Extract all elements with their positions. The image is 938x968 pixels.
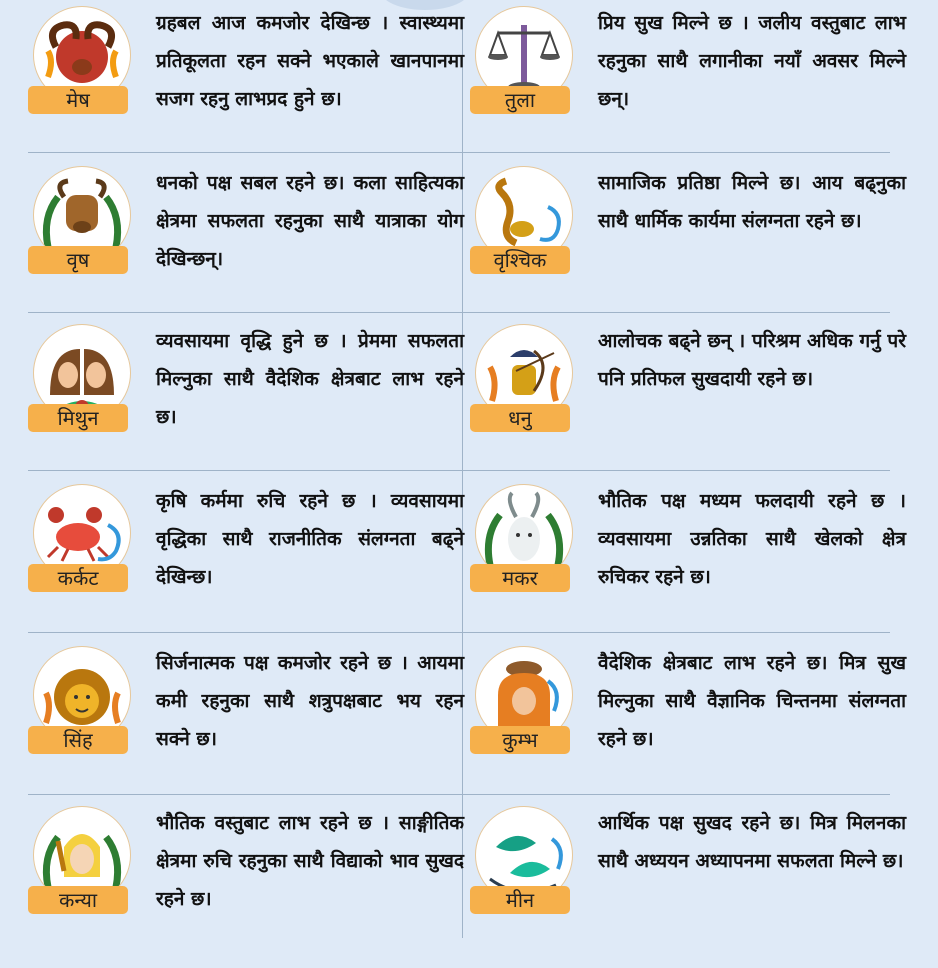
sign-prediction: ग्रहबल आज कमजोर देखिन्छ । स्वास्थ्यमा प्रतिकूलता रहन सक्ने भएकाले खानपानमा सजग रहनु लाभप्रद हुने छ। xyxy=(156,12,464,110)
sign-name: मीन xyxy=(470,886,570,914)
sign-prediction: आर्थिक पक्ष सुखद रहने छ। मित्र मिलनका साथै अध्ययन अध्यापनमा सफलता मिल्ने छ। xyxy=(598,812,906,872)
sign-card-meen xyxy=(470,800,910,958)
sign-card-karkat xyxy=(28,478,468,636)
sign-name: कर्कट xyxy=(28,564,128,592)
sign-name: मेष xyxy=(28,86,128,114)
sign-name: मकर xyxy=(470,564,570,592)
sign-card-tula xyxy=(470,0,910,158)
sign-card-kanya xyxy=(28,800,468,958)
sign-card-mithun xyxy=(28,318,468,476)
sign-prediction: भौतिक पक्ष मध्यम फलदायी रहने छ । व्यवसायमा उन्नतिका साथै खेलको क्षेत्र रुचिकर रहने छ। xyxy=(598,490,906,588)
sign-name: वृष xyxy=(28,246,128,274)
sign-card-vrishchik xyxy=(470,160,910,318)
sign-prediction: सिर्जनात्मक पक्ष कमजोर रहने छ । आयमा कमी रहनुका साथै शत्रुपक्षबाट भय रहन सक्ने छ। xyxy=(156,652,464,750)
sign-name: सिंह xyxy=(28,726,128,754)
sign-prediction: धनको पक्ष सबल रहने छ। कला साहित्यका क्षेत्रमा सफलता रहनुका साथै यात्राका योग देखिन्छन्। xyxy=(156,172,464,270)
sign-card-makar xyxy=(470,478,910,636)
sign-prediction: व्यवसायमा वृद्धि हुने छ । प्रेममा सफलता मिल्नुका साथै वैदेशिक क्षेत्रबाट लाभ रहने छ। xyxy=(156,330,464,428)
sign-card-kumbha xyxy=(470,640,910,798)
sign-prediction: वैदेशिक क्षेत्रबाट लाभ रहने छ। मित्र सुख मिल्नुका साथै वैज्ञानिक चिन्तनमा संलग्नता रहने छ। xyxy=(598,652,906,750)
sign-card-dhanu xyxy=(470,318,910,476)
sign-name: तुला xyxy=(470,86,570,114)
sign-card-vrish xyxy=(28,160,468,318)
sign-prediction: सामाजिक प्रतिष्ठा मिल्ने छ। आय बढ्नुका साथै धार्मिक कार्यमा संलग्नता रहने छ। xyxy=(598,172,906,232)
sign-name: धनु xyxy=(470,404,570,432)
sign-name: वृश्चिक xyxy=(470,246,570,274)
sign-prediction: भौतिक वस्तुबाट लाभ रहने छ । साङ्गीतिक क्षेत्रमा रुचि रहनुका साथै विद्याको भाव सुखद रहने छ। xyxy=(156,812,464,910)
sign-name: मिथुन xyxy=(28,404,128,432)
sign-card-simha xyxy=(28,640,468,798)
sign-name: कुम्भ xyxy=(470,726,570,754)
sign-card-mesh xyxy=(28,0,468,158)
sign-name: कन्या xyxy=(28,886,128,914)
sign-prediction: प्रिय सुख मिल्ने छ । जलीय वस्तुबाट लाभ रहनुका साथै लगानीका नयाँ अवसर मिल्ने छन्। xyxy=(598,12,906,110)
sign-prediction: आलोचक बढ्ने छन् । परिश्रम अधिक गर्नु परे पनि प्रतिफल सुखदायी रहने छ। xyxy=(598,330,906,390)
sign-prediction: कृषि कर्ममा रुचि रहने छ । व्यवसायमा वृद्धिका साथै राजनीतिक संलग्नता बढ्ने देखिन्छ। xyxy=(156,490,464,588)
